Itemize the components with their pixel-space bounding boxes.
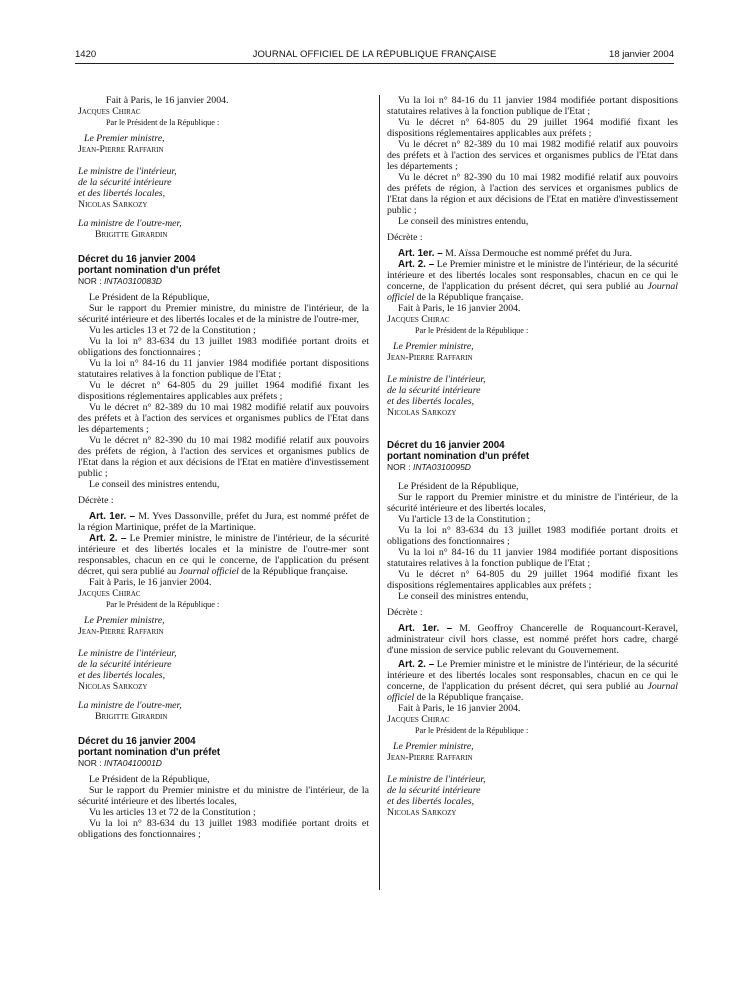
signature-name: Jacques Chirac — [78, 588, 141, 599]
paragraph: Le conseil des ministres entendu, — [89, 479, 220, 490]
decree-subtitle: portant nomination d'un préfet — [387, 451, 530, 462]
signature-name: Jean-Pierre Raffarin — [387, 352, 473, 363]
column-divider — [379, 95, 380, 890]
decree-title: Décret du 16 janvier 2004 — [78, 736, 196, 747]
article-2: Art. 2. – Le Premier ministre et le ministre de l'intérieur, de la sécurité intérieure et des libertés locales sont responsables, chacun en ce qui le concerne, de l'application du présent décret, qui sera publié au Journal officiel de la République française. — [387, 659, 679, 703]
text-line: de la sécurité intérieure — [78, 659, 172, 670]
nor-reference: NOR : INTA0410001D — [78, 758, 162, 768]
signature-name: Jean-Pierre Raffarin — [387, 752, 473, 763]
page-number: 1420 — [75, 49, 97, 60]
paragraph: Vu la loi n° 83-634 du 13 juillet 1983 modifiée portant droits et obligations des fonctionnaires ; — [78, 818, 369, 840]
paragraph: Le conseil des ministres entendu, — [398, 216, 529, 227]
text-line: Fait à Paris, le 16 janvier 2004. — [89, 577, 212, 588]
decrete-label: Décrète : — [387, 607, 423, 618]
text-line: Fait à Paris, le 16 janvier 2004. — [398, 703, 521, 714]
decree-subtitle: portant nomination d'un préfet — [78, 265, 221, 276]
article-2: Art. 2. – Le Premier ministre, le ministre de l'intérieur, de la sécurité intérieure et des libertés locales et la ministre de l'outre-mer sont responsables, chacun en ce qui le concerne, de l'application du présent décret, qui sera publié au Journal officiel de la République française. — [78, 533, 369, 577]
paragraph: Le Président de la République, — [398, 481, 519, 492]
text-line: de la sécurité intérieure — [78, 177, 172, 188]
signature-name: Jacques Chirac — [387, 314, 450, 325]
text-line: Le Premier ministre, — [393, 741, 474, 752]
signature-name: Brigitte Girardin — [95, 711, 168, 722]
decree-subtitle: portant nomination d'un préfet — [78, 747, 221, 758]
signature-name: Nicolas Sarkozy — [387, 807, 457, 818]
left-column — [78, 95, 369, 840]
text-line: de la sécurité intérieure — [387, 785, 481, 796]
paragraph: Vu le décret n° 82-389 du 10 mai 1982 modifié relatif aux pouvoirs des préfets et à l'action des services et organismes publics de l'Etat dans les départements ; — [387, 139, 678, 172]
paragraph: Vu le décret n° 82-389 du 10 mai 1982 modifié relatif aux pouvoirs des préfets et à l'action des services et organismes publics de l'Etat dans les départements ; — [78, 402, 369, 435]
signature-name: Jean-Pierre Raffarin — [78, 144, 164, 155]
article-1: Art. 1er. – M. Geoffroy Chancerelle de Roquancourt-Keravel, administrateur civil hors classe, est nommé préfet hors cadre, chargé d'une mission de service public relevant du Gouvernement. — [387, 623, 678, 656]
paragraph: Vu la loi n° 84-16 du 11 janvier 1984 modifiée portant dispositions statutaires relatives à la fonction publique de l'Etat ; — [387, 95, 678, 117]
text-line: Par le Président de la République : — [415, 326, 529, 335]
text-line: et des libertés locales, — [387, 796, 475, 807]
text-line: Fait à Paris, le 16 janvier 2004. — [106, 95, 229, 106]
paragraph: Vu la loi n° 84-16 du 11 janvier 1984 modifiée portant dispositions statutaires relatives à la fonction publique de l'Etat ; — [78, 358, 369, 380]
paragraph: Vu l'article 13 de la Constitution ; — [398, 514, 531, 525]
paragraph: Vu les articles 13 et 72 de la Constitution ; — [89, 807, 256, 818]
nor-reference: NOR : INTA0310083D — [78, 276, 162, 286]
decrete-label: Décrète : — [78, 495, 114, 506]
signature-name: Nicolas Sarkozy — [78, 199, 148, 210]
text-line: Par le Président de la République : — [415, 726, 529, 735]
article-2: Art. 2. – Le Premier ministre et le ministre de l'intérieur, de la sécurité intérieure et des libertés locales sont responsables, chacun en ce qui le concerne, de l'application du présent décret, qui sera publié au Journal officiel de la République française. — [387, 259, 679, 303]
text-line: et des libertés locales, — [78, 670, 166, 681]
text-line: Le Premier ministre, — [393, 341, 474, 352]
text-line: Le Premier ministre, — [84, 615, 165, 626]
paragraph: Vu les articles 13 et 72 de la Constitution ; — [89, 325, 256, 336]
text-line: Par le Président de la République : — [106, 118, 220, 127]
text-line: La ministre de l'outre-mer, — [78, 700, 182, 711]
signature-name: Jacques Chirac — [387, 714, 450, 725]
paragraph: Sur le rapport du Premier ministre et du ministre de l'intérieur, de la sécurité intérieure et des libertés locales, — [78, 785, 369, 807]
paragraph: Vu le décret n° 64-805 du 29 juillet 1964 modifié fixant les dispositions réglementaires applicables aux préfets ; — [387, 569, 678, 591]
decree-title: Décret du 16 janvier 2004 — [387, 440, 505, 451]
text-line: et des libertés locales, — [78, 188, 166, 199]
paragraph: Vu la loi n° 83-634 du 13 juillet 1983 modifiée portant droits et obligations des fonctionnaires ; — [387, 525, 678, 547]
text-line: Le ministre de l'intérieur, — [387, 774, 486, 785]
signature-name: Jean-Pierre Raffarin — [78, 626, 164, 637]
signature-name: Jacques Chirac — [78, 106, 141, 117]
header-rule — [75, 63, 674, 64]
signature-name: Brigitte Girardin — [95, 229, 168, 240]
signature-name: Nicolas Sarkozy — [78, 681, 148, 692]
text-line: Le Premier ministre, — [84, 133, 165, 144]
text-line: La ministre de l'outre-mer, — [78, 218, 182, 229]
article-1: Art. 1er. – M. Yves Dassonville, préfet du Jura, est nommé préfet de la région Martinique, préfet de la Martinique. — [78, 511, 369, 533]
paragraph: Vu le décret n° 64-805 du 29 juillet 1964 modifié fixant les dispositions réglementaires applicables aux préfets ; — [78, 380, 369, 402]
decrete-label: Décrète : — [387, 232, 423, 243]
text-line: Fait à Paris, le 16 janvier 2004. — [398, 303, 521, 314]
signature-name: Nicolas Sarkozy — [387, 407, 457, 418]
nor-reference: NOR : INTA0310095D — [387, 462, 471, 472]
text-line: Le ministre de l'intérieur, — [387, 374, 486, 385]
journal-title: JOURNAL OFFICIEL DE LA RÉPUBLIQUE FRANÇAISE — [252, 49, 497, 60]
paragraph: Le Président de la République, — [89, 774, 210, 785]
issue-date: 18 janvier 2004 — [609, 49, 674, 60]
paragraph: Vu la loi n° 84-16 du 11 janvier 1984 modifiée portant dispositions statutaires relatives à la fonction publique de l'Etat ; — [387, 547, 678, 569]
paragraph: Vu le décret n° 82-390 du 10 mai 1982 modifié relatif aux pouvoirs des préfets de région, à l'action des services et organismes publics de l'Etat dans la région et aux décisions de l'Etat en matière d'investissement public ; — [78, 435, 369, 479]
text-line: de la sécurité intérieure — [387, 385, 481, 396]
paragraph: Vu le décret n° 82-390 du 10 mai 1982 modifié relatif aux pouvoirs des préfets de région, à l'action des services et organismes publics de l'Etat dans la région et aux décisions de l'Etat en matière d'investissement public ; — [387, 172, 678, 216]
article-1: Art. 1er. – M. Aïssa Dermouche est nommé préfet du Jura. — [398, 248, 633, 259]
paragraph: Sur le rapport du Premier ministre, du ministre de l'intérieur, de la sécurité intérieure et des libertés locales et de la ministre de l'outre-mer, — [78, 303, 369, 325]
text-line: Le ministre de l'intérieur, — [78, 648, 177, 659]
page-header — [75, 49, 674, 63]
paragraph: Vu le décret n° 64-805 du 29 juillet 1964 modifié fixant les dispositions réglementaires applicables aux préfets ; — [387, 117, 678, 139]
paragraph: Le Président de la République, — [89, 292, 210, 303]
paragraph: Sur le rapport du Premier ministre et du ministre de l'intérieur, de la sécurité intérieure et des libertés locales, — [387, 492, 678, 514]
paragraph: Le conseil des ministres entendu, — [398, 591, 529, 602]
decree-title: Décret du 16 janvier 2004 — [78, 254, 196, 265]
text-line: Le ministre de l'intérieur, — [78, 166, 177, 177]
paragraph: Vu la loi n° 83-634 du 13 juillet 1983 modifiée portant droits et obligations des fonctionnaires ; — [78, 336, 369, 358]
text-line: Par le Président de la République : — [106, 600, 220, 609]
text-line: et des libertés locales, — [387, 396, 475, 407]
right-column — [387, 95, 678, 818]
